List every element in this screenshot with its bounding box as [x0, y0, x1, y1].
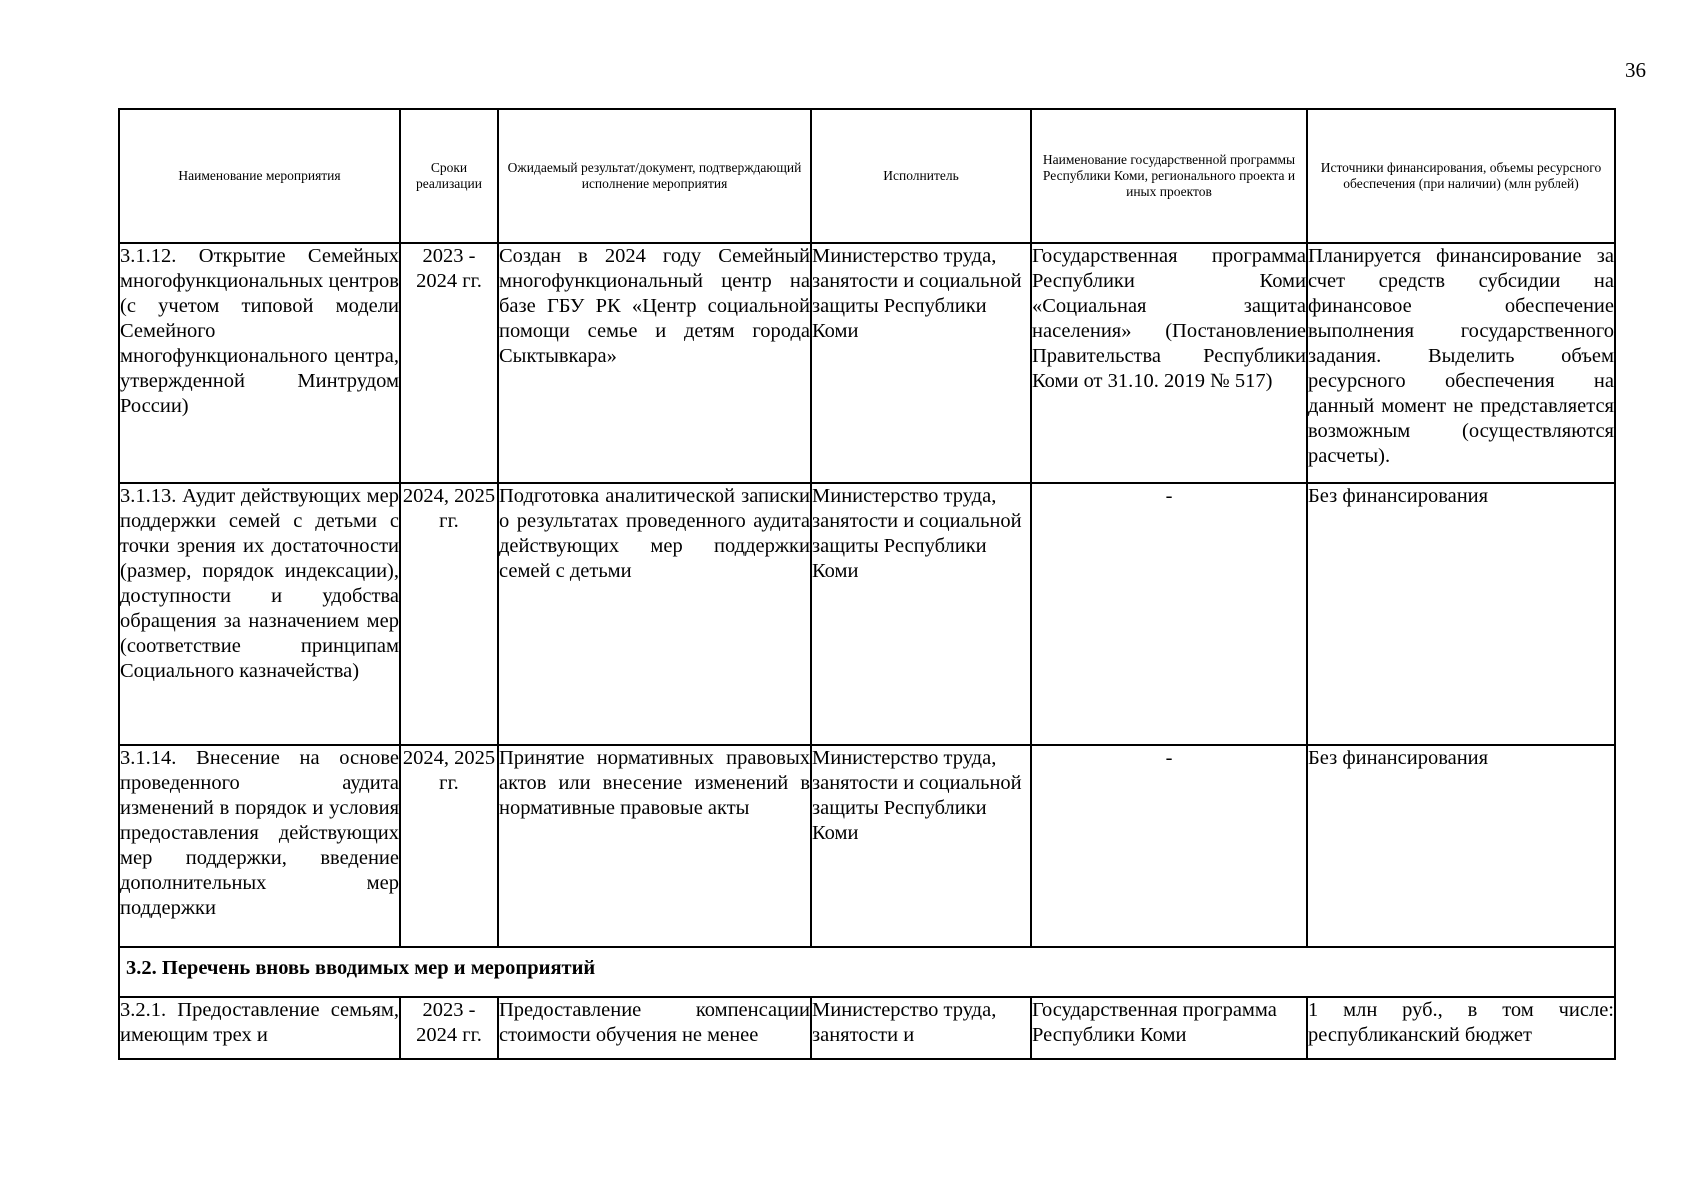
program-cell: Государственная программа Республики Коми: [1031, 997, 1307, 1059]
financing-cell: Без финансирования: [1307, 483, 1615, 745]
term-cell: 2023 - 2024 гг.: [400, 997, 498, 1059]
section-title: 3.2. Перечень вновь вводимых мер и мероприятий: [119, 947, 1615, 997]
financing-cell: Без финансирования: [1307, 745, 1615, 947]
program-cell: -: [1031, 483, 1307, 745]
executor-cell: Министерство труда, занятости и: [811, 997, 1031, 1059]
table-row: [119, 997, 1615, 1059]
expected-result-cell: Создан в 2024 году Семейный многофункциональный центр на базе ГБУ РК «Центр социальной помощи семье и детям города Сыктывкара»: [498, 243, 811, 483]
page-number: 36: [1625, 58, 1646, 82]
executor-cell: Министерство труда, занятости и социальной защиты Республики Коми: [811, 745, 1031, 947]
header-executor: Исполнитель: [811, 109, 1031, 243]
header-financing: Источники финансирования, объемы ресурсного обеспечения (при наличии) (млн рублей): [1307, 109, 1615, 243]
term-cell: 2024, 2025 гг.: [400, 745, 498, 947]
measure-name-cell: 3.1.14. Внесение на основе проведенного аудита изменений в порядок и условия предоставления действующих мер поддержки, введение дополнительных мер поддержки: [119, 745, 400, 947]
table-row: [119, 243, 1615, 483]
program-cell: -: [1031, 745, 1307, 947]
measure-name-cell: 3.2.1. Предоставление семьям, имеющим трех и: [119, 997, 400, 1059]
term-cell: 2023 - 2024 гг.: [400, 243, 498, 483]
header-measure-name: Наименование мероприятия: [119, 109, 400, 243]
measure-name-cell: 3.1.13. Аудит действующих мер поддержки семей с детьми с точки зрения их достаточности (размер, порядок индексации), доступности и удобства обращения за назначением мер (соответствие принципам Социального казначейства): [119, 483, 400, 745]
term-cell: 2024, 2025 гг.: [400, 483, 498, 745]
executor-cell: Министерство труда, занятости и социальной защиты Республики Коми: [811, 483, 1031, 745]
section-row: [119, 947, 1615, 997]
expected-result-cell: Предоставление компенсации стоимости обучения не менее: [498, 997, 811, 1059]
executor-cell: Министерство труда, занятости и социальной защиты Республики Коми: [811, 243, 1031, 483]
header-expected-result: Ожидаемый результат/документ, подтверждающий исполнение мероприятия: [498, 109, 811, 243]
expected-result-cell: Принятие нормативных правовых актов или внесение изменений в нормативные правовые акты: [498, 745, 811, 947]
financing-cell: 1 млн руб., в том числе: республиканский бюджет: [1307, 997, 1615, 1059]
expected-result-cell: Подготовка аналитической записки о результатах проведенного аудита действующих мер поддержки семей с детьми: [498, 483, 811, 745]
table-header-row: [119, 109, 1615, 243]
measures-table: [118, 108, 1616, 1060]
table-row: [119, 483, 1615, 745]
header-program: Наименование государственной программы Республики Коми, регионального проекта и иных проектов: [1031, 109, 1307, 243]
measure-name-cell: 3.1.12. Открытие Семейных многофункциональных центров (с учетом типовой модели Семейного многофункционального центра, утвержденной Минтрудом России): [119, 243, 400, 483]
financing-cell: Планируется финансирование за счет средств субсидии на финансовое обеспечение выполнения государственного задания. Выделить объем ресурсного обеспечения на данный момент не представляется возможным (осуществляются расчеты).: [1307, 243, 1615, 483]
header-terms: Сроки реализации: [400, 109, 498, 243]
table-row: [119, 745, 1615, 947]
program-cell: Государственная программа Республики Коми «Социальная защита населения» (Постановление Правительства Республики Коми от 31.10. 2019 № 517): [1031, 243, 1307, 483]
